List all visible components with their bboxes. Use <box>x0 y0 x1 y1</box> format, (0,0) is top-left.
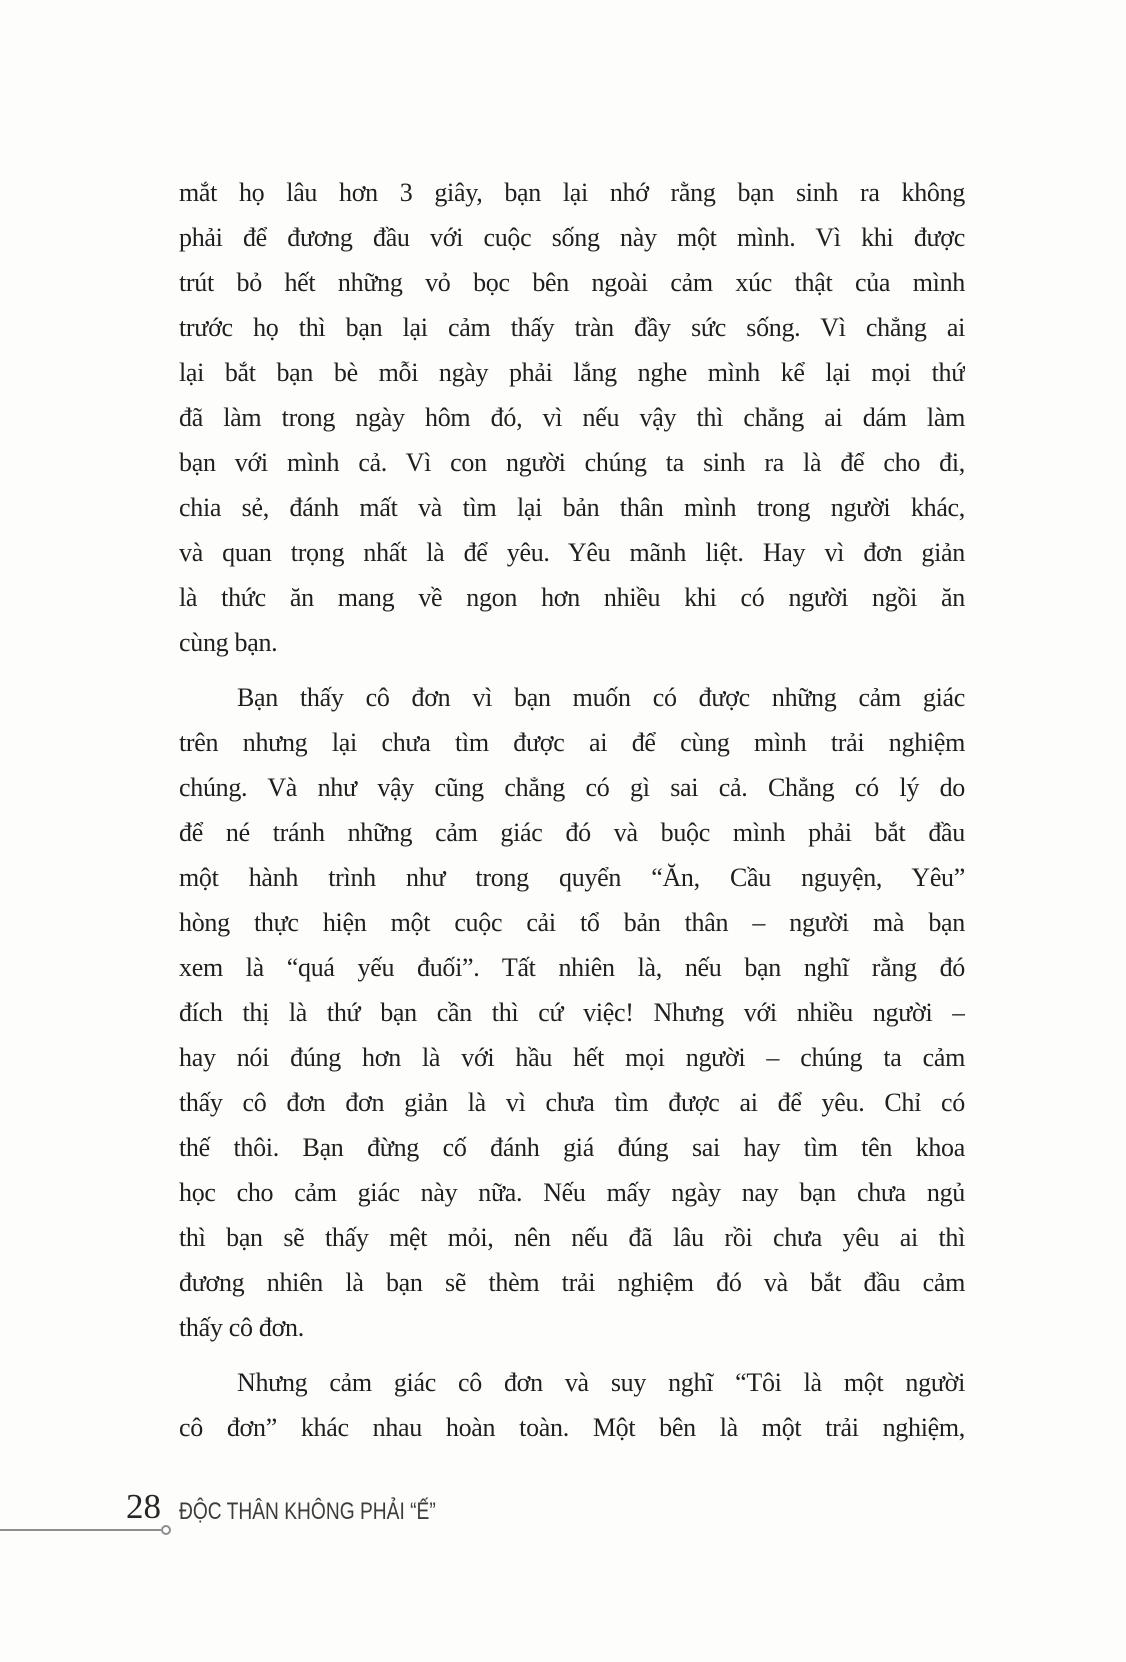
text-line: đương nhiên là bạn sẽ thèm trải nghiệm đó và bắt đầu cảm <box>179 1268 965 1297</box>
text-line: lại bắt bạn bè mỗi ngày phải lắng nghe mình kể lại mọi thứ <box>179 358 965 387</box>
text-line: cô đơn” khác nhau hoàn toàn. Một bên là một trải nghiệm, <box>179 1413 965 1442</box>
body-text-block <box>179 170 965 1450</box>
text-line: bạn với mình cả. Vì con người chúng ta sinh ra là để cho đi, <box>179 448 965 477</box>
text-line: thế thôi. Bạn đừng cố đánh giá đúng sai hay tìm tên khoa <box>179 1133 965 1162</box>
text-line: trên nhưng lại chưa tìm được ai để cùng mình trải nghiệm <box>179 728 965 757</box>
paragraph <box>179 170 965 665</box>
text-line: chia sẻ, đánh mất và tìm lại bản thân mình trong người khác, <box>179 493 965 522</box>
text-line: để né tránh những cảm giác đó và buộc mình phải bắt đầu <box>179 818 965 847</box>
text-line: hay nói đúng hơn là với hầu hết mọi người – chúng ta cảm <box>179 1043 965 1072</box>
paragraph <box>179 675 965 1350</box>
text-line: trước họ thì bạn lại cảm thấy tràn đầy sức sống. Vì chẳng ai <box>179 313 965 342</box>
footer-rule-dot-icon <box>161 1525 171 1535</box>
text-line: thấy cô đơn đơn giản là vì chưa tìm được ai để yêu. Chỉ có <box>179 1088 965 1117</box>
text-line: hòng thực hiện một cuộc cải tổ bản thân – người mà bạn <box>179 908 965 937</box>
footer-rule-line <box>0 1529 161 1531</box>
text-line: thì bạn sẽ thấy mệt mỏi, nên nếu đã lâu rồi chưa yêu ai thì <box>179 1223 965 1252</box>
text-line: trút bỏ hết những vỏ bọc bên ngoài cảm xúc thật của mình <box>179 268 965 297</box>
text-line: và quan trọng nhất là để yêu. Yêu mãnh liệt. Hay vì đơn giản <box>179 538 965 567</box>
text-line: là thức ăn mang về ngon hơn nhiều khi có người ngồi ăn <box>179 583 965 612</box>
text-line: Bạn thấy cô đơn vì bạn muốn có được những cảm giác <box>237 683 965 712</box>
book-title-footer: ĐỘC THÂN KHÔNG PHẢI “Ế” <box>179 1498 436 1525</box>
text-line: chúng. Và như vậy cũng chẳng có gì sai cả. Chẳng có lý do <box>179 773 965 802</box>
text-line: học cho cảm giác này nữa. Nếu mấy ngày nay bạn chưa ngủ <box>179 1178 965 1207</box>
paragraph <box>179 1360 965 1450</box>
text-line: xem là “quá yếu đuối”. Tất nhiên là, nếu bạn nghĩ rằng đó <box>179 953 965 982</box>
text-line: mắt họ lâu hơn 3 giây, bạn lại nhớ rằng bạn sinh ra không <box>179 178 965 207</box>
text-line: đã làm trong ngày hôm đó, vì nếu vậy thì chẳng ai dám làm <box>179 403 965 432</box>
text-line: phải để đương đầu với cuộc sống này một mình. Vì khi được <box>179 223 965 252</box>
text-line: một hành trình như trong quyển “Ăn, Cầu nguyện, Yêu” <box>179 863 965 892</box>
page-number: 28 <box>126 1487 161 1526</box>
text-line: thấy cô đơn. <box>179 1313 304 1342</box>
text-line: cùng bạn. <box>179 628 278 657</box>
text-line: đích thị là thứ bạn cần thì cứ việc! Nhưng với nhiều người – <box>179 998 965 1027</box>
text-line: Nhưng cảm giác cô đơn và suy nghĩ “Tôi là một người <box>237 1368 965 1397</box>
